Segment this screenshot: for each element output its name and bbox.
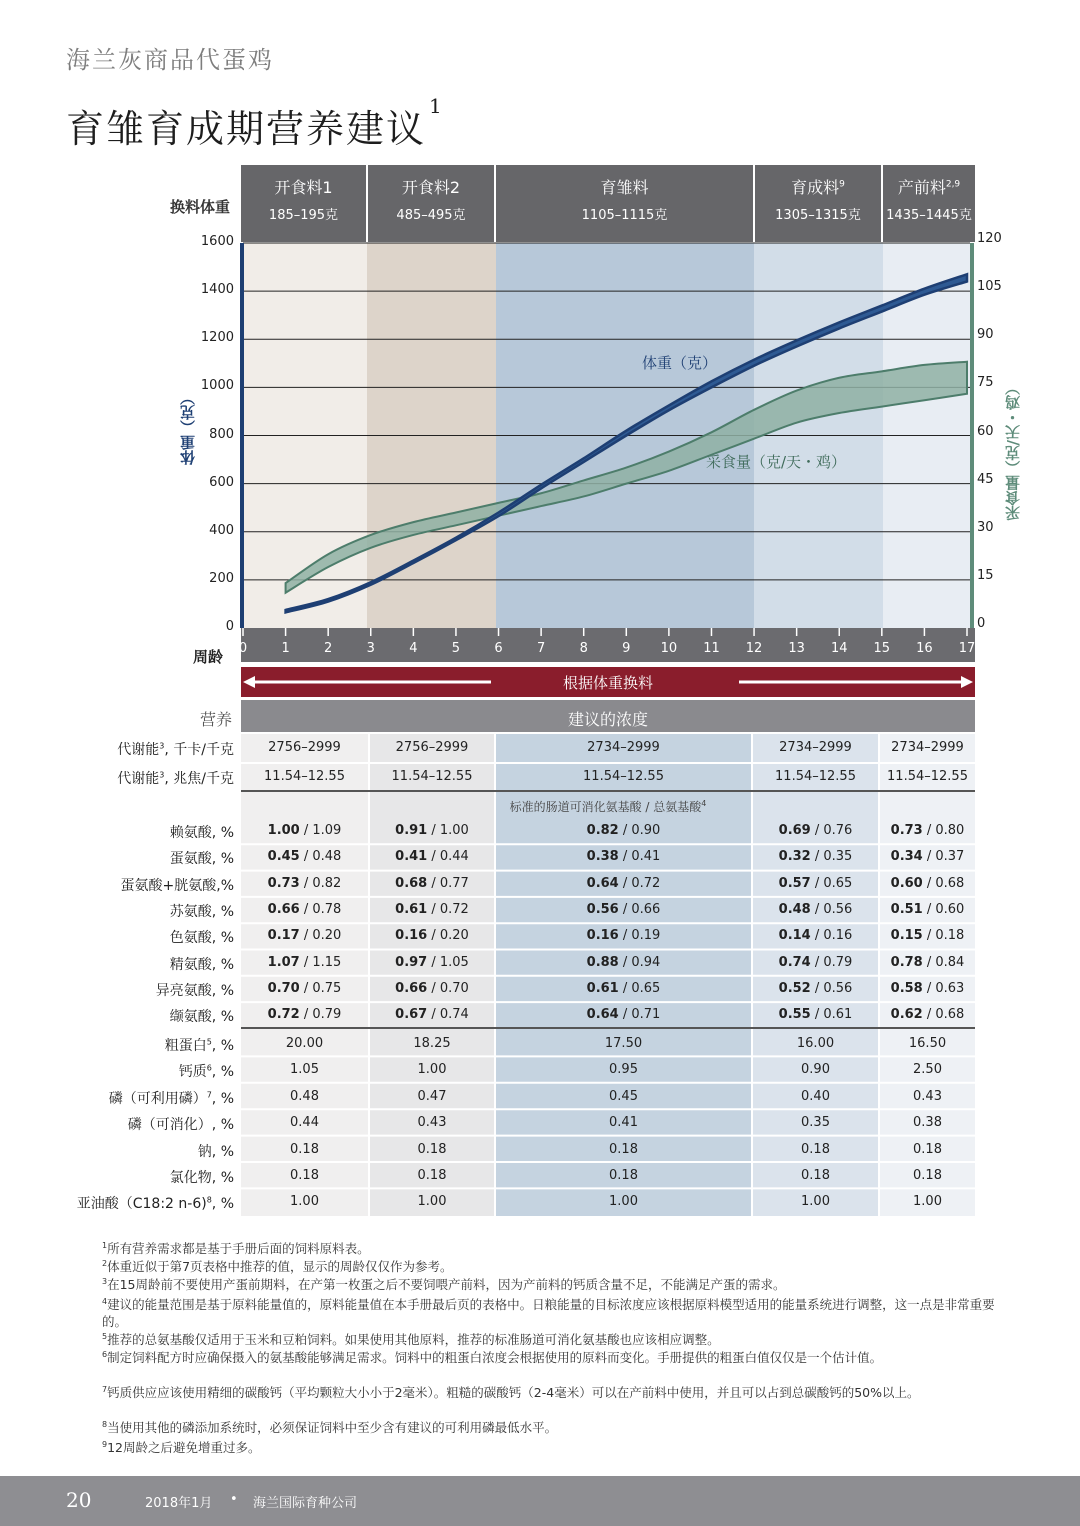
- amino-cell: 0.69 / 0.76: [778, 823, 853, 838]
- right-axis-label: 采食量（克/天・鸡）: [1004, 380, 1022, 521]
- left-axis-label: 体重（克）: [179, 390, 197, 465]
- week-label: 14: [830, 641, 848, 656]
- week-label: 17: [958, 641, 976, 656]
- energy-cell: 11.54–12.55: [391, 769, 473, 784]
- amino-cell: 0.15 / 0.18: [890, 928, 965, 944]
- week-label: 1: [281, 641, 290, 656]
- nutrient-cell: 0.38: [913, 1115, 942, 1131]
- amino-cell: 0.74 / 0.79: [778, 954, 853, 970]
- amino-cell: 0.41 / 0.44: [395, 849, 469, 865]
- week-label: 11: [703, 641, 720, 656]
- nutrient-cell: 0.18: [417, 1168, 447, 1183]
- right-tick-label: 105: [977, 279, 1002, 295]
- left-tick-label: 1600: [200, 234, 234, 249]
- right-tick-label: 60: [977, 423, 994, 439]
- energy-row-label: 代谢能$^3$, 千卡/千克: [117, 741, 234, 758]
- amino-row-label: 异亮氨酸, %: [155, 982, 234, 999]
- nutrient-cell: 0.48: [290, 1088, 319, 1104]
- nutrient-row-label: 氯化物, %: [169, 1170, 234, 1186]
- arrow-bar-label: 根据体重换料: [562, 674, 653, 692]
- amino-cell: 0.58 / 0.63: [890, 980, 965, 996]
- amino-cell: 1.07 / 1.15: [267, 954, 342, 970]
- nutrient-cell: 1.00: [417, 1194, 447, 1210]
- nutrient-cell: 0.18: [609, 1141, 638, 1157]
- footer-separator: •: [230, 1492, 238, 1507]
- energy-cell: 2734–2999: [587, 740, 660, 755]
- left-tick-label: 400: [209, 522, 234, 538]
- left-tick-label: 200: [209, 570, 234, 586]
- nutrient-row-label: 亚油酸（C18:2 n-6)$^8$, %: [76, 1195, 234, 1213]
- phase-weight: 1305–1315克: [775, 208, 861, 223]
- nutrient-row-label: 钙质$^6$, %: [178, 1063, 234, 1081]
- nutrient-cell: 0.35: [801, 1115, 830, 1131]
- amino-cell: 0.34 / 0.37: [890, 849, 965, 865]
- footer-date: 2018年1月: [145, 1496, 213, 1511]
- amino-row-label: 蛋氨酸, %: [169, 851, 234, 868]
- energy-cell: 2734–2999: [891, 740, 964, 755]
- amino-cell: 0.78 / 0.84: [890, 954, 965, 970]
- amino-cell: 0.32 / 0.35: [778, 849, 853, 865]
- nutrient-cell: 18.25: [413, 1036, 451, 1051]
- amino-cell: 0.66 / 0.78: [267, 901, 342, 917]
- document-subtitle: 海兰灰商品代蛋鸡: [66, 46, 274, 74]
- week-label: 2: [324, 641, 333, 656]
- phase-name: 开食料2: [401, 178, 461, 197]
- nutrient-cell: 0.47: [417, 1088, 447, 1104]
- amino-cell: 1.00 / 1.09: [267, 823, 342, 838]
- week-label: 3: [366, 641, 375, 656]
- nutrient-cell: 0.95: [609, 1062, 638, 1078]
- phase-name: 开食料1: [274, 178, 333, 197]
- phase-sup: 9: [839, 179, 845, 190]
- energy-cell: 11.54–12.55: [583, 769, 664, 784]
- amino-cell: 0.61 / 0.65: [586, 980, 661, 996]
- nutrient-cell: 0.18: [417, 1141, 447, 1157]
- amino-cell: 0.17 / 0.20: [267, 928, 342, 944]
- nutrient-cell: 0.41: [609, 1115, 638, 1131]
- amino-row-label: 蛋氨酸+胱氨酸,%: [120, 877, 234, 894]
- nutrient-cell: 0.18: [609, 1168, 638, 1183]
- week-label: 15: [873, 641, 891, 656]
- phase-sup: 2,9: [945, 179, 961, 190]
- amino-cell: 0.38 / 0.41: [586, 849, 661, 865]
- page-title-sup: 1: [429, 94, 444, 118]
- bw-curve-label: 体重（克）: [642, 354, 718, 372]
- nutrient-cell: 0.44: [290, 1115, 319, 1131]
- nutrient-cell: 0.18: [290, 1168, 319, 1183]
- nutrient-cell: 1.05: [290, 1062, 319, 1078]
- week-label: 0: [238, 641, 248, 656]
- footnote: $^8$当使用其他的磷添加系统时，必须保证饲料中至少含有建议的可利用磷最低水平。: [102, 1420, 558, 1436]
- amino-cell: 0.60 / 0.68: [890, 875, 965, 891]
- right-tick-label: 45: [977, 471, 994, 487]
- phase-weight: 485–495克: [396, 208, 466, 223]
- nutrient-cell: 0.90: [801, 1062, 830, 1078]
- feed-curve-label: 采食量（克/天・鸡）: [706, 453, 847, 471]
- footer-company: 海兰国际育种公司: [253, 1496, 358, 1511]
- week-label: 5: [451, 641, 461, 656]
- amino-cell: 0.66 / 0.70: [395, 980, 469, 996]
- nutrition-label: 营养: [199, 710, 232, 729]
- footnote: $^1$所有营养需求都是基于手册后面的饲料原料表。: [102, 1241, 370, 1257]
- energy-cell: 2756–2999: [395, 740, 469, 755]
- amino-row-label: 精氨酸, %: [169, 956, 234, 973]
- nutrient-cell: 0.18: [801, 1141, 830, 1157]
- amino-cell: 0.55 / 0.61: [778, 1007, 853, 1023]
- left-tick-label: 1000: [200, 378, 234, 394]
- amino-cell: 0.48 / 0.56: [778, 901, 853, 917]
- nutrient-cell: 1.00: [417, 1062, 447, 1078]
- week-label: 4: [409, 641, 418, 656]
- page-footer: [0, 1476, 1080, 1526]
- nutrient-cell: 2.50: [913, 1062, 942, 1078]
- amino-row-label: 赖氨酸, %: [169, 825, 234, 841]
- amino-cell: 0.82 / 0.90: [586, 823, 661, 838]
- amino-row-label: 苏氨酸, %: [169, 903, 234, 920]
- phase-name: 育雏料: [600, 178, 649, 197]
- nutrient-cell: 0.45: [609, 1088, 638, 1104]
- page-number: 20: [66, 1488, 92, 1512]
- nutrient-row-label: 磷（可利用磷）$^7$, %: [108, 1090, 234, 1107]
- amino-cell: 0.16 / 0.19: [586, 928, 661, 944]
- footnote: $^4$建议的能量范围是基于原料能量值的，原料能量值在本手册最后页的表格中。日粮能量的目标浓度应该根据原料模型适用的能量系统进行调整，这一点是非常重要的。: [102, 1297, 995, 1330]
- energy-cell: 2756–2999: [268, 740, 341, 755]
- week-label: 13: [788, 641, 805, 656]
- phase-name: 产前料: [897, 178, 946, 197]
- nutrient-row-label: 磷（可消化）, %: [127, 1117, 234, 1134]
- nutrient-cell: 16.50: [908, 1036, 947, 1051]
- energy-cell: 2734–2999: [779, 740, 852, 755]
- amino-cell: 0.68 / 0.77: [395, 875, 469, 891]
- nutrient-cell: 0.18: [801, 1168, 830, 1183]
- amino-cell: 0.73 / 0.80: [890, 823, 965, 838]
- energy-cell: 11.54–12.55: [775, 769, 856, 784]
- nutrient-cell: 1.00: [609, 1194, 638, 1210]
- amino-cell: 0.64 / 0.71: [586, 1007, 661, 1023]
- amino-cell: 0.91 / 1.00: [395, 823, 469, 838]
- week-label: 9: [622, 641, 631, 656]
- nutrient-cell: 0.43: [417, 1115, 447, 1131]
- nutrient-cell: 16.00: [796, 1036, 835, 1051]
- nutrient-cell: 0.18: [290, 1141, 319, 1157]
- energy-row-label: 代谢能$^3$, 兆焦/千克: [117, 770, 234, 787]
- amino-row-label: 缬氨酸, %: [169, 1009, 234, 1026]
- phase-weight: 1435–1445克: [886, 208, 972, 223]
- nutrient-cell: 17.50: [604, 1036, 643, 1051]
- left-tick-label: 1200: [200, 330, 234, 346]
- week-label: 8: [579, 641, 588, 656]
- switch-weight-label: 换料体重: [169, 198, 230, 216]
- nutrient-cell: 0.43: [913, 1088, 942, 1104]
- footnote: $^9$12周龄之后避免增重过多。: [102, 1440, 261, 1456]
- left-tick-label: 800: [209, 426, 234, 442]
- amino-cell: 0.97 / 1.05: [395, 954, 469, 970]
- footnote: $^5$推荐的总氨基酸仅适用于玉米和豆粕饲料。如果使用其他原料，推荐的标准肠道可消化氨基酸也应该相应调整。: [102, 1332, 720, 1348]
- week-label: 7: [536, 641, 546, 656]
- amino-cell: 0.70 / 0.75: [267, 980, 342, 996]
- amino-cell: 0.56 / 0.66: [586, 901, 661, 917]
- amino-cell: 0.72 / 0.79: [267, 1007, 342, 1023]
- phase-weight: 1105–1115克: [581, 208, 668, 223]
- amino-cell: 0.61 / 0.72: [395, 901, 469, 917]
- amino-cell: 0.57 / 0.65: [778, 875, 853, 891]
- right-tick-label: 0: [977, 616, 986, 631]
- right-tick-label: 75: [977, 375, 994, 391]
- energy-cell: 11.54–12.55: [887, 769, 968, 784]
- right-tick-label: 15: [977, 567, 994, 583]
- nutrient-cell: 0.18: [913, 1141, 942, 1157]
- amino-cell: 0.51 / 0.60: [890, 901, 965, 917]
- footnote: $^2$体重近似于第7页表格中推荐的值，显示的周龄仅仅作为参考。: [102, 1259, 453, 1275]
- concentration-label: 建议的浓度: [567, 710, 648, 729]
- amino-cell: 0.62 / 0.68: [890, 1007, 965, 1023]
- left-tick-label: 600: [209, 474, 234, 490]
- week-label: 12: [745, 641, 763, 656]
- nutrient-cell: 0.40: [801, 1088, 830, 1104]
- left-tick-label: 0: [225, 619, 234, 634]
- nutrient-row-label: 粗蛋白$^5$, %: [164, 1037, 234, 1054]
- amino-cell: 0.45 / 0.48: [267, 849, 342, 865]
- amino-cell: 0.73 / 0.82: [267, 875, 342, 891]
- left-tick-label: 1400: [200, 282, 234, 298]
- amino-cell: 0.52 / 0.56: [778, 980, 853, 996]
- energy-cell: 11.54–12.55: [264, 769, 345, 784]
- amino-cell: 0.14 / 0.16: [778, 928, 853, 944]
- nutrient-row-label: 钠, %: [197, 1143, 234, 1160]
- footnote: $^3$在15周龄前不要使用产蛋前期料，在产第一枚蛋之后不要饲喂产前料，因为产前料的钙质含量不足，不能满足产蛋的需求。: [102, 1277, 786, 1293]
- nutrient-cell: 20.00: [285, 1036, 324, 1051]
- right-tick-label: 90: [977, 327, 994, 343]
- right-tick-label: 120: [977, 231, 1002, 246]
- amino-acid-header: 标准的肠道可消化氨基酸 / 总氨基酸$^4$: [509, 799, 707, 814]
- amino-cell: 0.64 / 0.72: [586, 875, 661, 891]
- week-label: 6: [494, 641, 503, 656]
- right-tick-label: 30: [977, 519, 994, 535]
- nutrient-cell: 1.00: [801, 1194, 830, 1210]
- page-title-text: 育雏育成期营养建议: [66, 107, 427, 151]
- weeks-label: 周龄: [193, 648, 224, 666]
- footnote: $^7$钙质供应应该使用精细的碳酸钙（平均颗粒大小小于2毫米）。粗糙的碳酸钙（2-4毫米）可以在产前料中使用，并且可以占到总碳酸钙的50%以上。: [102, 1385, 920, 1401]
- phase-weight: 185–195克: [268, 208, 339, 223]
- nutrient-cell: 0.18: [913, 1168, 942, 1183]
- amino-cell: 0.67 / 0.74: [395, 1007, 469, 1023]
- amino-cell: 0.88 / 0.94: [586, 954, 661, 970]
- nutrient-cell: 1.00: [290, 1194, 319, 1210]
- week-label: 10: [660, 641, 678, 656]
- amino-row-label: 色氨酸, %: [169, 930, 234, 947]
- phase-name: 育成料: [791, 178, 840, 197]
- nutrient-cell: 1.00: [913, 1194, 942, 1210]
- amino-cell: 0.16 / 0.20: [395, 928, 469, 944]
- footnote: $^6$制定饲料配方时应确保摄入的氨基酸能够满足需求。饲料中的粗蛋白浓度会根据使用的原料而变化。手册提供的粗蛋白值仅仅是一个估计值。: [102, 1350, 883, 1366]
- week-label: 16: [916, 641, 933, 656]
